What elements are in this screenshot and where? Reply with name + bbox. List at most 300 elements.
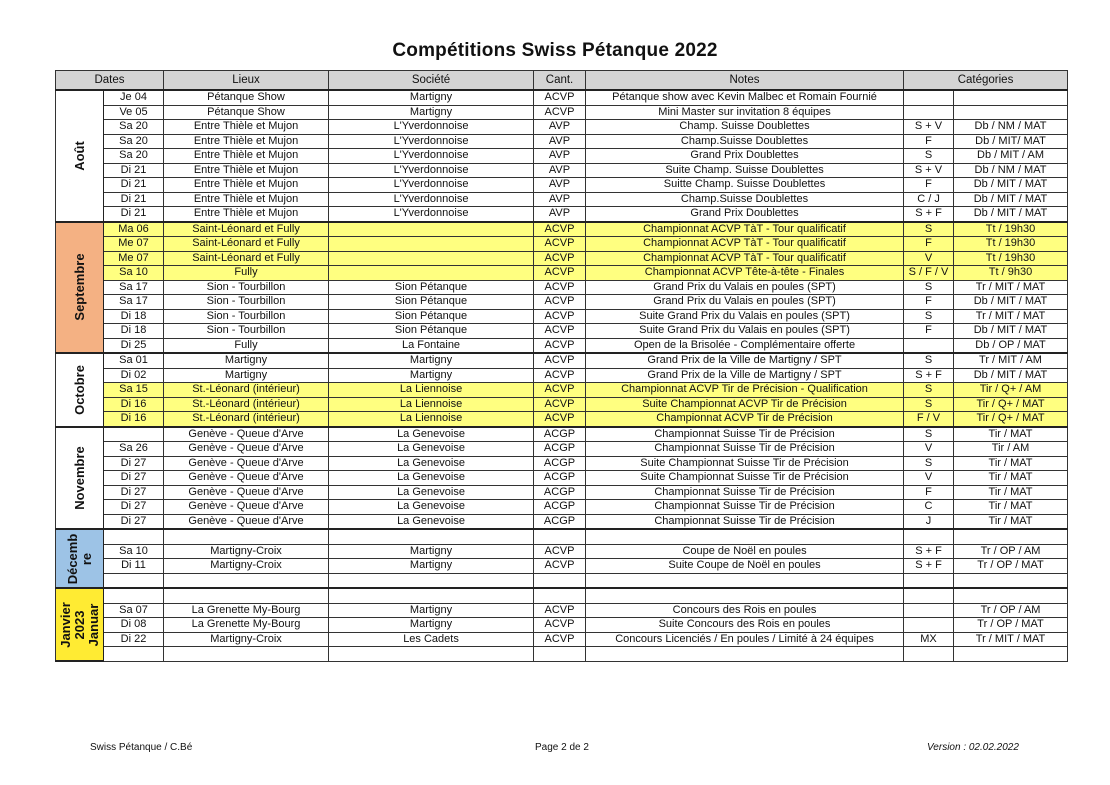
categ-cell: Tir / AM (954, 442, 1068, 457)
cant-cell: AVP (534, 207, 586, 222)
societe-cell: L'Yverdonnoise (329, 192, 534, 207)
societe-cell: Martigny (329, 105, 534, 120)
categ-cell: Db / OP / MAT (954, 338, 1068, 353)
table-row (56, 383, 1068, 398)
cant-cell: ACVP (534, 397, 586, 412)
cant-cell: ACVP (534, 632, 586, 647)
lieu-cell: Sion - Tourbillon (164, 295, 329, 310)
table-row (56, 412, 1068, 427)
cat-cell (904, 573, 954, 588)
cat-cell: S + F (904, 368, 954, 383)
societe-cell: La Genevoise (329, 485, 534, 500)
notes-cell (586, 588, 904, 603)
table-row (56, 632, 1068, 647)
date-cell: Di 21 (104, 178, 164, 193)
lieu-cell: Martigny-Croix (164, 559, 329, 574)
header-row (56, 71, 1068, 91)
cant-cell: ACVP (534, 559, 586, 574)
lieu-cell: La Grenette My-Bourg (164, 618, 329, 633)
date-cell: Di 08 (104, 618, 164, 633)
date-cell: Di 21 (104, 163, 164, 178)
date-cell: Je 04 (104, 90, 164, 105)
cant-cell: ACVP (534, 295, 586, 310)
cant-cell: ACVP (534, 266, 586, 281)
societe-cell (329, 222, 534, 237)
page-title: Compétitions Swiss Pétanque 2022 (392, 40, 718, 61)
lieu-cell: La Grenette My-Bourg (164, 603, 329, 618)
cat-cell (904, 90, 954, 105)
societe-cell (329, 237, 534, 252)
cat-cell: F (904, 237, 954, 252)
cant-cell: AVP (534, 120, 586, 135)
lieu-cell: St.-Léonard (intérieur) (164, 397, 329, 412)
categ-cell: Db / MIT / MAT (954, 295, 1068, 310)
cat-cell: S + F (904, 559, 954, 574)
notes-cell: Coupe de Noël en poules (586, 544, 904, 559)
lieu-cell: Sion - Tourbillon (164, 309, 329, 324)
date-cell: Sa 20 (104, 134, 164, 149)
lieu-cell: Martigny (164, 368, 329, 383)
table-row (56, 588, 1068, 603)
header-notes: Notes (586, 71, 904, 91)
societe-cell: La Genevoise (329, 456, 534, 471)
table-row (56, 397, 1068, 412)
categ-cell (954, 573, 1068, 588)
notes-cell: Suite Coupe de Noël en poules (586, 559, 904, 574)
societe-cell: La Liennoise (329, 412, 534, 427)
lieu-cell: Fully (164, 338, 329, 353)
lieu-cell: Martigny (164, 353, 329, 368)
table-row (56, 163, 1068, 178)
month-label-line: Janvier (57, 601, 73, 648)
notes-cell (586, 573, 904, 588)
table-row (56, 368, 1068, 383)
societe-cell (329, 573, 534, 588)
categ-cell (954, 588, 1068, 603)
notes-cell: Grand Prix du Valais en poules (SPT) (586, 280, 904, 295)
lieu-cell: Pétanque Show (164, 105, 329, 120)
notes-cell: Pétanque show avec Kevin Malbec et Romain Fournié (586, 90, 904, 105)
cant-cell: ACVP (534, 90, 586, 105)
societe-cell: L'Yverdonnoise (329, 134, 534, 149)
table-row (56, 178, 1068, 193)
header-categories: Catégories (904, 71, 1068, 91)
date-cell: Di 18 (104, 324, 164, 339)
lieu-cell: Martigny-Croix (164, 632, 329, 647)
categ-cell: Db / MIT / MAT (954, 324, 1068, 339)
societe-cell: Martigny (329, 618, 534, 633)
table-row (56, 338, 1068, 353)
month-label-line: 2023 (71, 610, 87, 639)
footer-center: Page 2 de 2 (535, 742, 589, 753)
month-label-text: Octobre (71, 364, 87, 415)
notes-cell: Suite Champ. Suisse Doublettes (586, 163, 904, 178)
societe-cell: La Liennoise (329, 397, 534, 412)
lieu-cell: Genève - Queue d'Arve (164, 514, 329, 529)
table-row (56, 500, 1068, 515)
table-row (56, 544, 1068, 559)
cat-cell (904, 588, 954, 603)
categ-cell: Tr / MIT / MAT (954, 632, 1068, 647)
table-row (56, 647, 1068, 662)
cat-cell: J (904, 514, 954, 529)
lieu-cell: Fully (164, 266, 329, 281)
cant-cell: ACGP (534, 485, 586, 500)
date-cell (104, 427, 164, 442)
month-label-text: Août (71, 140, 87, 171)
date-cell: Sa 20 (104, 120, 164, 135)
cat-cell: S (904, 456, 954, 471)
cat-cell (904, 529, 954, 544)
categ-cell: Db / MIT / AM (954, 149, 1068, 164)
date-cell (104, 588, 164, 603)
cant-cell: ACGP (534, 471, 586, 486)
cant-cell (534, 647, 586, 662)
societe-cell: Sion Pétanque (329, 324, 534, 339)
cat-cell: V (904, 442, 954, 457)
lieu-cell: Entre Thièle et Mujon (164, 178, 329, 193)
table-row (56, 149, 1068, 164)
date-cell: Di 22 (104, 632, 164, 647)
societe-cell: L'Yverdonnoise (329, 163, 534, 178)
header-dates: Dates (56, 71, 164, 91)
table-row (56, 134, 1068, 149)
date-cell: Di 27 (104, 485, 164, 500)
notes-cell: Champ. Suisse Doublettes (586, 120, 904, 135)
notes-cell: Suite Championnat Suisse Tir de Précision (586, 456, 904, 471)
categ-cell: Tir / MAT (954, 500, 1068, 515)
date-cell: Di 27 (104, 514, 164, 529)
cat-cell: S + F (904, 207, 954, 222)
footer-right: Version : 02.02.2022 (927, 742, 1019, 753)
date-cell: Me 07 (104, 237, 164, 252)
cant-cell: ACVP (534, 105, 586, 120)
cat-cell (904, 105, 954, 120)
lieu-cell: Entre Thièle et Mujon (164, 207, 329, 222)
cant-cell (534, 588, 586, 603)
cant-cell: ACVP (534, 251, 586, 266)
table-row (56, 514, 1068, 529)
notes-cell: Concours Licenciés / En poules / Limité à 24 équipes (586, 632, 904, 647)
societe-cell: Les Cadets (329, 632, 534, 647)
table-row (56, 573, 1068, 588)
date-cell: Sa 17 (104, 295, 164, 310)
date-cell (104, 529, 164, 544)
categ-cell: Tr / OP / MAT (954, 618, 1068, 633)
table-row (56, 309, 1068, 324)
table-row (56, 90, 1068, 105)
table-row (56, 427, 1068, 442)
societe-cell (329, 266, 534, 281)
cat-cell: S (904, 149, 954, 164)
cant-cell (534, 529, 586, 544)
table-row (56, 207, 1068, 222)
table-row (56, 105, 1068, 120)
cat-cell (904, 603, 954, 618)
table-row (56, 353, 1068, 368)
notes-cell: Grand Prix Doublettes (586, 149, 904, 164)
notes-cell (586, 647, 904, 662)
cant-cell: ACGP (534, 500, 586, 515)
categ-cell: Tt / 19h30 (954, 251, 1068, 266)
cat-cell: S + V (904, 120, 954, 135)
categ-cell: Db / MIT / MAT (954, 192, 1068, 207)
table-row (56, 251, 1068, 266)
cat-cell (904, 647, 954, 662)
cant-cell: ACVP (534, 324, 586, 339)
cat-cell: S (904, 222, 954, 237)
month-label-line: Décemb (64, 533, 80, 584)
societe-cell: Sion Pétanque (329, 309, 534, 324)
table-row (56, 120, 1068, 135)
cat-cell: F (904, 178, 954, 193)
lieu-cell: Entre Thièle et Mujon (164, 120, 329, 135)
table-row (56, 603, 1068, 618)
categ-cell: Tr / OP / MAT (954, 559, 1068, 574)
societe-cell: La Fontaine (329, 338, 534, 353)
lieu-cell (164, 588, 329, 603)
notes-cell: Grand Prix Doublettes (586, 207, 904, 222)
cat-cell (904, 338, 954, 353)
cant-cell: AVP (534, 178, 586, 193)
cat-cell: MX (904, 632, 954, 647)
lieu-cell: Pétanque Show (164, 90, 329, 105)
categ-cell: Tir / MAT (954, 456, 1068, 471)
categ-cell: Tir / MAT (954, 471, 1068, 486)
cant-cell: ACGP (534, 442, 586, 457)
societe-cell: Martigny (329, 353, 534, 368)
table-row (56, 485, 1068, 500)
date-cell: Di 16 (104, 412, 164, 427)
societe-cell (329, 529, 534, 544)
date-cell (104, 573, 164, 588)
month-label-aout (56, 90, 104, 222)
footer-left: Swiss Pétanque / C.Bé (90, 742, 193, 753)
societe-cell (329, 588, 534, 603)
cat-cell: F / V (904, 412, 954, 427)
lieu-cell: Sion - Tourbillon (164, 280, 329, 295)
lieu-cell: Saint-Léonard et Fully (164, 251, 329, 266)
cant-cell: ACGP (534, 514, 586, 529)
cat-cell: S (904, 427, 954, 442)
categ-cell: Tir / Q+ / MAT (954, 412, 1068, 427)
cat-cell: S (904, 309, 954, 324)
categ-cell: Tir / Q+ / MAT (954, 397, 1068, 412)
societe-cell: L'Yverdonnoise (329, 207, 534, 222)
date-cell: Di 27 (104, 456, 164, 471)
lieu-cell: Genève - Queue d'Arve (164, 442, 329, 457)
notes-cell: Suite Grand Prix du Valais en poules (SPT) (586, 309, 904, 324)
notes-cell: Championnat ACVP Tête-à-tête - Finales (586, 266, 904, 281)
cant-cell: ACVP (534, 353, 586, 368)
categ-cell: Tir / Q+ / AM (954, 383, 1068, 398)
cant-cell: AVP (534, 149, 586, 164)
notes-cell: Concours des Rois en poules (586, 603, 904, 618)
categ-cell: Tir / MAT (954, 514, 1068, 529)
table-row (56, 324, 1068, 339)
lieu-cell: Saint-Léonard et Fully (164, 237, 329, 252)
notes-cell: Grand Prix du Valais en poules (SPT) (586, 295, 904, 310)
notes-cell: Grand Prix de la Ville de Martigny / SPT (586, 368, 904, 383)
categ-cell (954, 105, 1068, 120)
categ-cell: Db / NM / MAT (954, 163, 1068, 178)
lieu-cell: Entre Thièle et Mujon (164, 134, 329, 149)
table-row (56, 456, 1068, 471)
categ-cell (954, 529, 1068, 544)
lieu-cell (164, 529, 329, 544)
header-societe: Société (329, 71, 534, 91)
date-cell: Di 02 (104, 368, 164, 383)
notes-cell: Suite Concours des Rois en poules (586, 618, 904, 633)
categ-cell: Tr / MIT / MAT (954, 280, 1068, 295)
month-label-novembre (56, 427, 104, 530)
categ-cell: Db / MIT/ MAT (954, 134, 1068, 149)
month-label-text: Novembre (71, 445, 87, 510)
date-cell: Sa 26 (104, 442, 164, 457)
notes-cell: Championnat ACVP Tir de Précision (586, 412, 904, 427)
cant-cell: ACVP (534, 603, 586, 618)
categ-cell: Tir / MAT (954, 485, 1068, 500)
societe-cell: L'Yverdonnoise (329, 149, 534, 164)
date-cell: Di 21 (104, 207, 164, 222)
notes-cell: Suite Championnat Suisse Tir de Précision (586, 471, 904, 486)
date-cell: Di 27 (104, 500, 164, 515)
notes-cell: Championnat ACVP Tir de Précision - Qualification (586, 383, 904, 398)
societe-cell: Martigny (329, 544, 534, 559)
categ-cell: Db / MIT / MAT (954, 207, 1068, 222)
lieu-cell: St.-Léonard (intérieur) (164, 412, 329, 427)
lieu-cell: Sion - Tourbillon (164, 324, 329, 339)
societe-cell: La Genevoise (329, 500, 534, 515)
table-row (56, 280, 1068, 295)
month-label-septembre (56, 222, 104, 354)
societe-cell: L'Yverdonnoise (329, 120, 534, 135)
month-label-line: Januar (85, 603, 101, 646)
header-lieux: Lieux (164, 71, 329, 91)
month-label-janvier (56, 588, 104, 661)
cat-cell: S (904, 383, 954, 398)
table-body (56, 90, 1068, 661)
notes-cell: Championnat Suisse Tir de Précision (586, 427, 904, 442)
cat-cell: S (904, 280, 954, 295)
categ-cell: Tir / MAT (954, 427, 1068, 442)
cat-cell: V (904, 251, 954, 266)
categ-cell: Tr / MIT / AM (954, 353, 1068, 368)
lieu-cell: St.-Léonard (intérieur) (164, 383, 329, 398)
categ-cell: Tt / 19h30 (954, 237, 1068, 252)
notes-cell: Championnat Suisse Tir de Précision (586, 485, 904, 500)
table-row (56, 192, 1068, 207)
lieu-cell: Genève - Queue d'Arve (164, 471, 329, 486)
notes-cell: Suite Grand Prix du Valais en poules (SPT) (586, 324, 904, 339)
lieu-cell: Entre Thièle et Mujon (164, 192, 329, 207)
date-cell: Di 11 (104, 559, 164, 574)
categ-cell: Tr / OP / AM (954, 603, 1068, 618)
categ-cell: Db / NM / MAT (954, 120, 1068, 135)
lieu-cell (164, 647, 329, 662)
societe-cell: Sion Pétanque (329, 280, 534, 295)
header-cant: Cant. (534, 71, 586, 91)
cant-cell: ACVP (534, 309, 586, 324)
table-row (56, 529, 1068, 544)
notes-cell: Champ.Suisse Doublettes (586, 192, 904, 207)
lieu-cell: Entre Thièle et Mujon (164, 163, 329, 178)
notes-cell: Suite Championnat ACVP Tir de Précision (586, 397, 904, 412)
date-cell: Di 18 (104, 309, 164, 324)
lieu-cell: Genève - Queue d'Arve (164, 427, 329, 442)
month-label-decembre (56, 529, 104, 588)
cat-cell: S + F (904, 544, 954, 559)
societe-cell: La Genevoise (329, 442, 534, 457)
notes-cell: Championnat ACVP TàT - Tour qualificatif (586, 222, 904, 237)
date-cell: Ve 05 (104, 105, 164, 120)
date-cell: Me 07 (104, 251, 164, 266)
cat-cell: C / J (904, 192, 954, 207)
cant-cell: ACGP (534, 427, 586, 442)
cat-cell: S (904, 397, 954, 412)
lieu-cell: Genève - Queue d'Arve (164, 500, 329, 515)
societe-cell: Martigny (329, 603, 534, 618)
cat-cell: S (904, 353, 954, 368)
month-label-octobre (56, 353, 104, 427)
notes-cell: Championnat Suisse Tir de Précision (586, 514, 904, 529)
cat-cell (904, 618, 954, 633)
date-cell (104, 647, 164, 662)
cant-cell: AVP (534, 163, 586, 178)
categ-cell (954, 90, 1068, 105)
cat-cell: S + V (904, 163, 954, 178)
societe-cell: La Genevoise (329, 427, 534, 442)
cant-cell: ACVP (534, 412, 586, 427)
notes-cell: Championnat ACVP TàT - Tour qualificatif (586, 251, 904, 266)
cat-cell: F (904, 485, 954, 500)
categ-cell: Tt / 9h30 (954, 266, 1068, 281)
notes-cell: Suitte Champ. Suisse Doublettes (586, 178, 904, 193)
societe-cell (329, 647, 534, 662)
societe-cell: Sion Pétanque (329, 295, 534, 310)
cant-cell: AVP (534, 134, 586, 149)
cant-cell: ACVP (534, 280, 586, 295)
table-row (56, 295, 1068, 310)
date-cell: Sa 07 (104, 603, 164, 618)
table-row (56, 442, 1068, 457)
categ-cell: Db / MIT / MAT (954, 368, 1068, 383)
cant-cell: ACVP (534, 368, 586, 383)
categ-cell: Db / MIT / MAT (954, 178, 1068, 193)
cat-cell: F (904, 295, 954, 310)
cant-cell: ACVP (534, 618, 586, 633)
notes-cell: Championnat Suisse Tir de Précision (586, 500, 904, 515)
date-cell: Di 27 (104, 471, 164, 486)
categ-cell: Tr / OP / AM (954, 544, 1068, 559)
date-cell: Di 16 (104, 397, 164, 412)
cant-cell: ACGP (534, 456, 586, 471)
notes-cell: Grand Prix de la Ville de Martigny / SPT (586, 353, 904, 368)
lieu-cell: Saint-Léonard et Fully (164, 222, 329, 237)
table-row (56, 471, 1068, 486)
date-cell: Sa 20 (104, 149, 164, 164)
societe-cell: La Genevoise (329, 514, 534, 529)
notes-cell (586, 529, 904, 544)
month-label-line: re (78, 552, 94, 565)
cant-cell: ACVP (534, 544, 586, 559)
competitions-table (55, 70, 1068, 662)
cat-cell: F (904, 324, 954, 339)
date-cell: Di 25 (104, 338, 164, 353)
lieu-cell: Entre Thièle et Mujon (164, 149, 329, 164)
month-label-text: Septembre (71, 253, 87, 321)
societe-cell (329, 251, 534, 266)
